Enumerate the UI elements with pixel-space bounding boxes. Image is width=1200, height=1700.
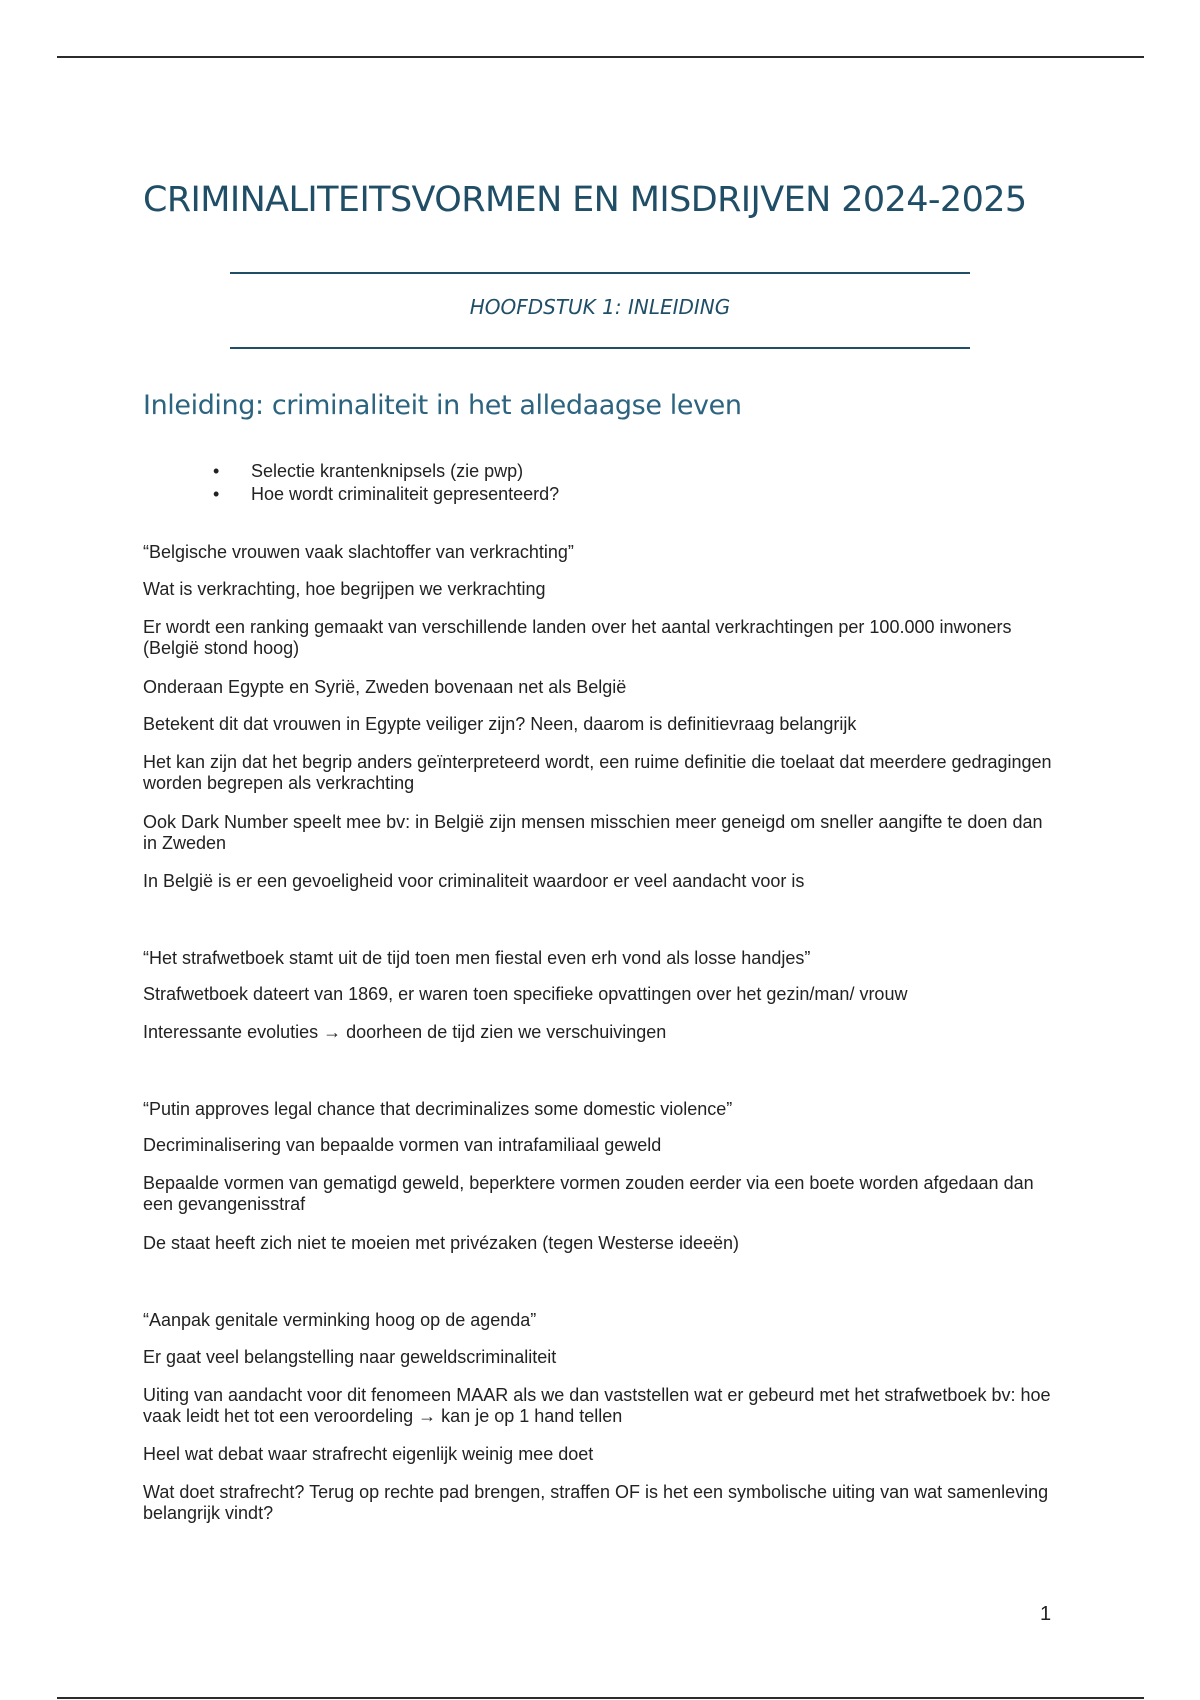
paragraph: Er gaat veel belangstelling naar geweldscriminaliteit: [143, 1347, 557, 1367]
paragraph: Wat doet strafrecht? Terug op rechte pad brengen, straffen OF is het een symbolische uiting van wat samenleving belangrijk vindt?: [143, 1482, 1049, 1523]
document-title: CRIMINALITEITSVORMEN EN MISDRIJVEN 2024-2025: [143, 180, 1027, 220]
paragraph: Wat is verkrachting, hoe begrijpen we verkrachting: [143, 579, 546, 599]
bullet-list: [213, 460, 559, 506]
paragraph: Decriminalisering van bepaalde vormen van intrafamiliaal geweld: [143, 1135, 662, 1155]
paragraph: Uiting van aandacht voor dit fenomeen MAAR als we dan vaststellen wat er gebeurd met het strafwetboek bv: hoe vaak leidt het tot een veroordeling → kan je op 1 hand tellen: [143, 1385, 1051, 1426]
paragraph: De staat heeft zich niet te moeien met privézaken (tegen Westerse ideeën): [143, 1233, 739, 1253]
paragraph: Er wordt een ranking gemaakt van verschillende landen over het aantal verkrachtingen per 100.000 inwoners (België stond hoog): [143, 617, 1012, 658]
page-bottom-rule: [57, 1697, 1144, 1699]
bullet-item: • Hoe wordt criminaliteit gepresenteerd?: [213, 483, 559, 506]
chapter-label: HOOFDSTUK 1: INLEIDING: [469, 295, 731, 319]
page-number: 1: [1040, 1603, 1052, 1625]
section-heading: Inleiding: criminaliteit in het alledaagse leven: [143, 390, 742, 421]
chapter-bottom-rule: [230, 347, 970, 349]
paragraph: “Het strafwetboek stamt uit de tijd toen men fiestal even erh vond als losse handjes”: [143, 948, 811, 968]
paragraph: Het kan zijn dat het begrip anders geïnterpreteerd wordt, een ruime definitie die toelaat dat meerdere gedragingen worden begrepen als verkrachting: [143, 752, 1052, 793]
page-top-rule: [57, 56, 1144, 58]
paragraph: “Putin approves legal chance that decriminalizes some domestic violence”: [143, 1099, 733, 1119]
paragraph: Bepaalde vormen van gematigd geweld, beperktere vormen zouden eerder via een boete worden afgedaan dan een gevangenisstraf: [143, 1173, 1034, 1214]
paragraph: “Belgische vrouwen vaak slachtoffer van verkrachting”: [143, 542, 574, 562]
paragraph: Heel wat debat waar strafrecht eigenlijk weinig mee doet: [143, 1444, 594, 1464]
paragraph: Strafwetboek dateert van 1869, er waren toen specifieke opvattingen over het gezin/man/ vrouw: [143, 984, 908, 1004]
chapter-top-rule: [230, 272, 970, 274]
paragraph: Onderaan Egypte en Syrië, Zweden bovenaan net als België: [143, 677, 627, 697]
paragraph: “Aanpak genitale verminking hoog op de agenda”: [143, 1310, 537, 1330]
paragraph: Interessante evoluties → doorheen de tijd zien we verschuivingen: [143, 1022, 667, 1042]
paragraph: In België is er een gevoeligheid voor criminaliteit waardoor er veel aandacht voor is: [143, 871, 805, 891]
paragraph: Ook Dark Number speelt mee bv: in België zijn mensen misschien meer geneigd om sneller aangifte te doen dan in Zweden: [143, 812, 1043, 853]
bullet-item: • Selectie krantenknipsels (zie pwp): [213, 460, 559, 483]
paragraph: Betekent dit dat vrouwen in Egypte veiliger zijn? Neen, daarom is definitievraag belangrijk: [143, 714, 857, 734]
